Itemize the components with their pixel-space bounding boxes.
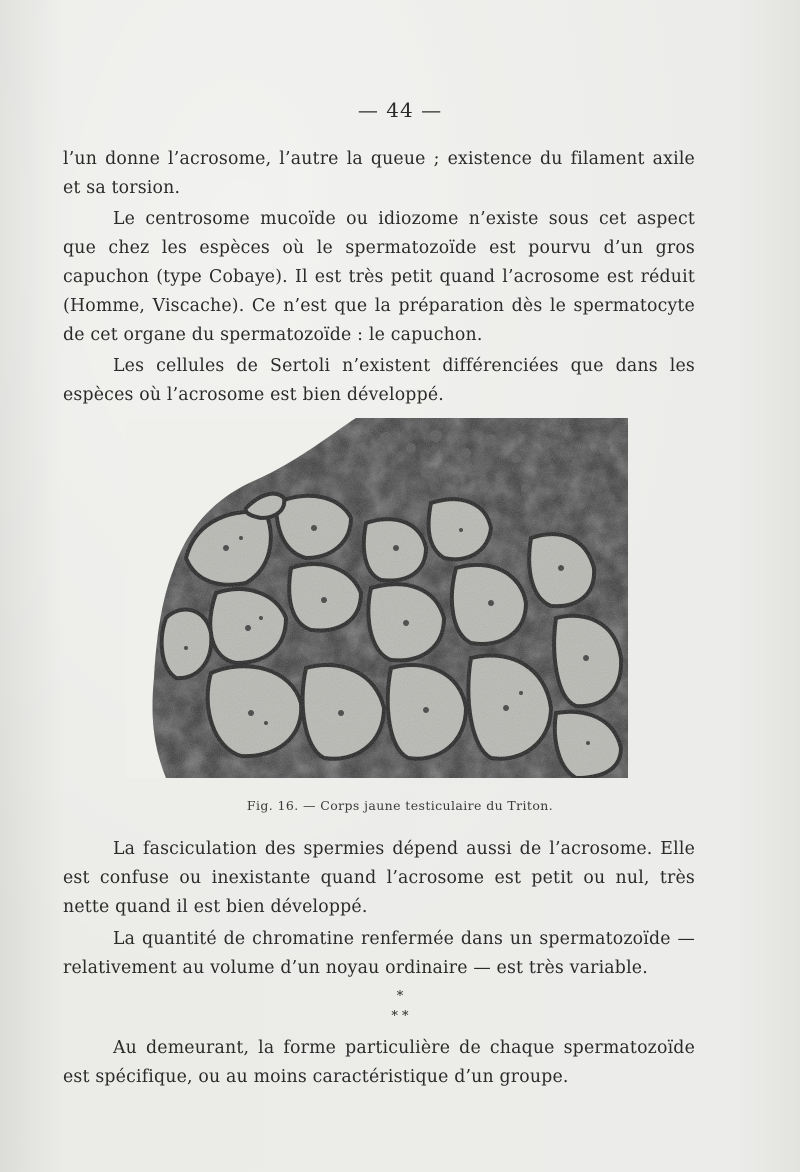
paragraph-3: Les cellules de Sertoli n’existent différenciées que dans les espèces où l’acrosome est bien développé. bbox=[63, 356, 695, 405]
paragraph-6: Au demeurant, la forme particulière de chaque spermatozoïde est spécifique, ou au moins caractéristique d’un groupe. bbox=[63, 1038, 695, 1087]
paragraph-fasciculation bbox=[63, 835, 695, 922]
paragraph-4: La fasciculation des spermies dépend aussi de l’acrosome. Elle est confuse ou inexistante quand l’acrosome est petit ou nul, très nette quand il est bien développé. bbox=[63, 839, 695, 917]
micrograph-image bbox=[126, 418, 628, 778]
paragraph-5: La quantité de chromatine renfermée dans un spermatozoïde — relativement au volume d’un noyau ordinaire — est très variable. bbox=[63, 929, 695, 978]
asterism-top: * bbox=[396, 989, 404, 1004]
figure-caption: Fig. 16. — Corps jaune testiculaire du Triton. bbox=[246, 798, 554, 813]
page-number: — 44 — bbox=[357, 98, 443, 122]
paragraph-continuation bbox=[63, 145, 695, 203]
figure-micrograph bbox=[126, 418, 628, 778]
paragraph-conclusion bbox=[63, 1034, 695, 1092]
paragraph-centrosome bbox=[63, 205, 695, 350]
paragraph-2: Le centrosome mucoïde ou idiozome n’existe sous cet aspect que chez les espèces où le spermatozoïde est pourvu d’un gros capuchon (type Cobaye). Il est très petit quand l’acrosome est réduit (Homme, Viscache). Ce n’est que la préparation dès le spermatocyte de cet organe du spermatozoïde : le capuchon. bbox=[63, 209, 695, 345]
asterism-bottom: * * bbox=[391, 1009, 409, 1024]
paragraph-sertoli bbox=[63, 352, 695, 410]
paragraph-chromatine bbox=[63, 925, 695, 983]
paragraph-1: l’un donne l’acrosome, l’autre la queue ; existence du filament axile et sa torsion. bbox=[63, 149, 695, 198]
